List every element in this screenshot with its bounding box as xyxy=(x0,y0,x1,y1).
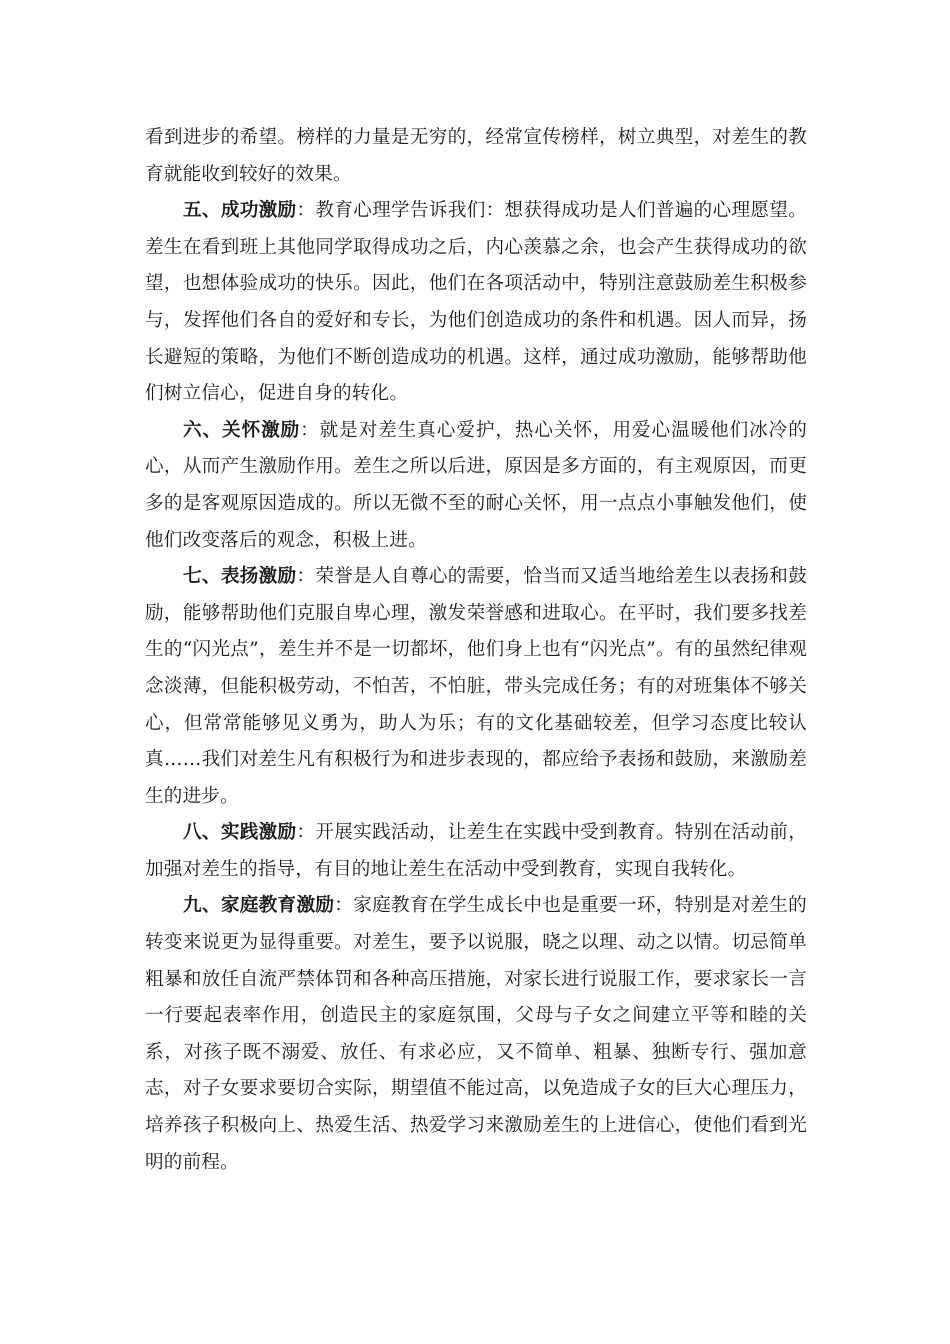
document-page xyxy=(145,120,807,1181)
paragraph-heading: 九、家庭教育激励 xyxy=(183,895,335,917)
paragraph-heading: 六、关怀激励 xyxy=(183,419,301,441)
paragraph-text: ：家庭教育在学生成长中也是重要一环，特别是对差生的转变来说更为显得重要。对差生，要予以说服，晓之以理、动之以情。切忌简单粗暴和放任自流严禁体罚和各种高压措施，对家长进行说服工作，要求家长一言一行要起表率作用，创造民主的家庭氛围，父母与子女之间建立平等和睦的关系，对孩子既不溺爱、放任、有求必应，又不简单、粗暴、独断专行、强加意志，对子女要求要切合实际，期望值不能过高，以免造成子女的巨大心理压力，培养孩子积极向上、热爱生活、热爱学习来激励差生的上进信心，使他们看到光明的前程。 xyxy=(145,895,807,1173)
paragraph-family-education-motivation xyxy=(145,888,807,1181)
paragraph-text: ：荣誉是人自尊心的需要，恰当而又适当地给差生以表扬和鼓励，能够帮助他们克服自卑心理，激发荣誉感和进取心。在平时，我们要多找差生的“闪光点”，差生并不是一切都坏，他们身上也有“闪光点”。有的虽然纪律观念淡薄，但能积极劳动，不怕苦，不怕脏，带头完成任务；有的对班集体不够关心，但常常能够见义勇为，助人为乐；有的文化基础较差，但学习态度比较认真……我们对差生凡有积极行为和进步表现的，都应给予表扬和鼓励，来激励差生的进步。 xyxy=(145,566,808,807)
paragraph-praise-motivation xyxy=(145,559,807,815)
paragraph-heading: 七、表扬激励 xyxy=(183,566,297,588)
paragraph-continuation xyxy=(145,120,807,193)
paragraph-text: ：教育心理学告诉我们：想获得成功是人们普遍的心理愿望。差生在看到班上其他同学取得成功之后，内心羡慕之余，也会产生获得成功的欲望，也想体验成功的快乐。因此，他们在各项活动中，特别注意鼓励差生积极参与，发挥他们各自的爱好和专长，为他们创造成功的条件和机遇。因人而异，扬长避短的策略，为他们不断创造成功的机遇。这样，通过成功激励，能够帮助他们树立信心，促进自身的转化。 xyxy=(145,200,808,405)
paragraph-text: ：开展实践活动，让差生在实践中受到教育。特别在活动前，加强对差生的指导，有目的地让差生在活动中受到教育，实现自我转化。 xyxy=(145,822,808,880)
paragraph-success-motivation xyxy=(145,193,807,413)
paragraph-text: ：就是对差生真心爱护，热心关怀，用爱心温暖他们冰冷的心，从而产生激励作用。差生之所以后进，原因是多方面的，有主观原因，而更多的是客观原因造成的。所以无微不至的耐心关怀，用一点点小事触发他们，使他们改变落后的观念，积极上进。 xyxy=(145,419,808,551)
paragraph-care-motivation xyxy=(145,413,807,559)
paragraph-heading: 五、成功激励 xyxy=(183,200,297,222)
paragraph-heading: 八、实践激励 xyxy=(183,822,297,844)
paragraph-practice-motivation xyxy=(145,815,807,888)
paragraph-text: 看到进步的希望。榜样的力量是无穷的，经常宣传榜样，树立典型，对差生的教育就能收到较好的效果。 xyxy=(145,127,807,185)
